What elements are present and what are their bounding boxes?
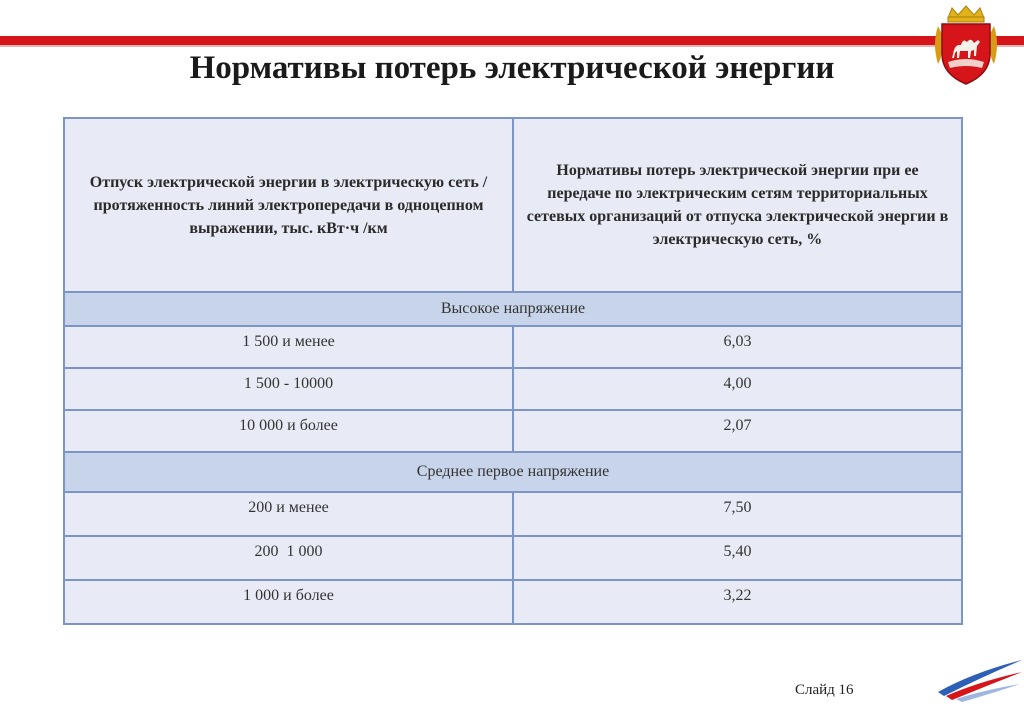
table-row (64, 368, 962, 410)
table-row (64, 580, 962, 624)
table-row (64, 492, 962, 536)
slide-number: Слайд 16 (795, 682, 854, 698)
section-label: Высокое напряжение (64, 292, 962, 326)
top-stripe-shadow (0, 45, 1024, 47)
loss-norms-table (63, 117, 961, 625)
loss-value-cell: 5,40 (513, 536, 962, 580)
column-header-supply: Отпуск электрической энергии в электрическую сеть / протяженность линий электропередачи в одноцепном выражении, тыс. кВт·ч /км (64, 118, 513, 292)
section-row-medium-first-voltage (64, 452, 962, 492)
swoosh-logo-icon (934, 652, 1024, 702)
supply-cell: 200 1 000 (64, 536, 513, 580)
loss-value-cell: 4,00 (513, 368, 962, 410)
section-row-high-voltage (64, 292, 962, 326)
loss-value-cell: 7,50 (513, 492, 962, 536)
loss-value-cell: 3,22 (513, 580, 962, 624)
top-red-stripe (0, 36, 1024, 45)
loss-value-cell: 2,07 (513, 410, 962, 452)
supply-cell: 200 и менее (64, 492, 513, 536)
table-row (64, 410, 962, 452)
supply-cell: 1 500 - 10000 (64, 368, 513, 410)
table-row (64, 536, 962, 580)
table-header-row (64, 118, 962, 292)
page-title: Нормативы потерь электрической энергии (189, 50, 835, 86)
table-row (64, 326, 962, 368)
section-label: Среднее первое напряжение (64, 452, 962, 492)
loss-value-cell: 6,03 (513, 326, 962, 368)
column-header-loss-norm: Нормативы потерь электрической энергии при ее передаче по электрическим сетям территориальных сетевых организаций от отпуска электрической энергии в электрическую сеть, % (513, 118, 962, 292)
supply-cell: 10 000 и более (64, 410, 513, 452)
supply-cell: 1 000 и более (64, 580, 513, 624)
supply-cell: 1 500 и менее (64, 326, 513, 368)
